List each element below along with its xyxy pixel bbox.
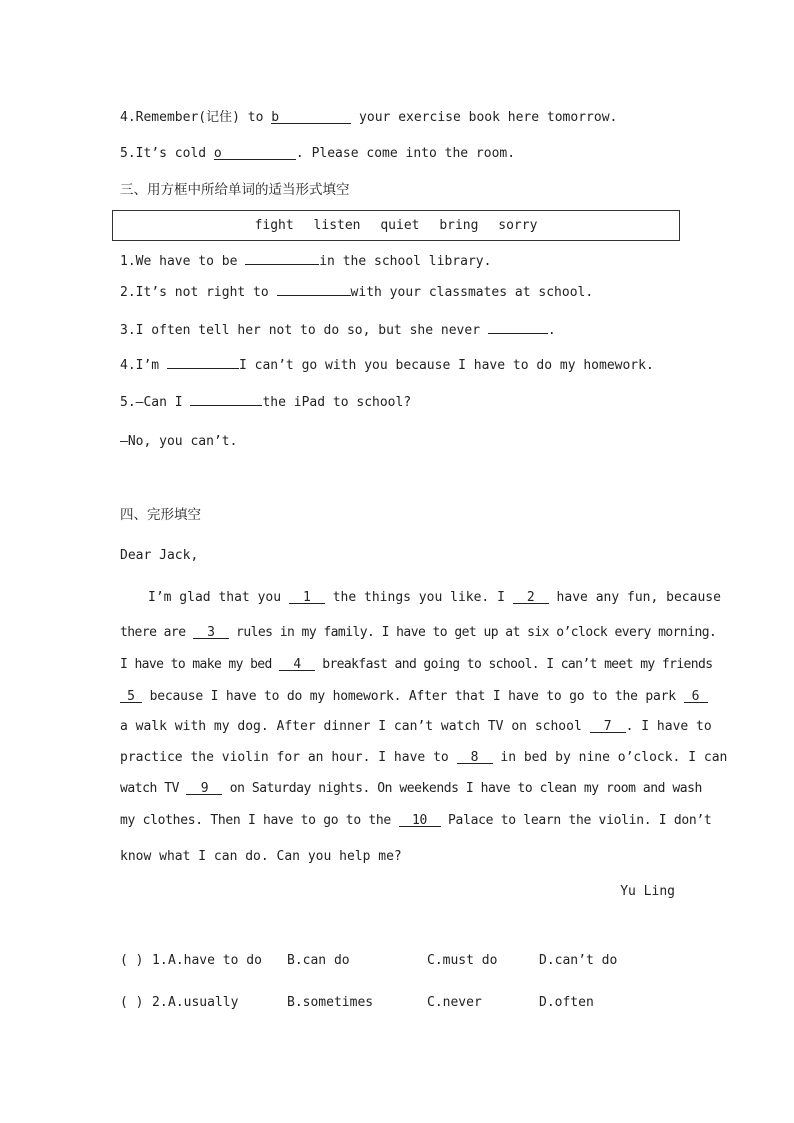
cloze-blank-1[interactable] [289, 589, 325, 604]
letter-line-5 [120, 718, 712, 736]
blank-number: 10 [411, 813, 428, 828]
answer-blank[interactable] [488, 319, 548, 334]
question-text: 4.I’m [120, 358, 167, 373]
option-c[interactable]: C.must do [427, 953, 498, 968]
question-text: your exercise book here tomorrow. [351, 110, 618, 125]
question-text: 3.I often tell her not to do so, but she never [120, 323, 488, 338]
letter-text: I have to make my bed [120, 657, 279, 672]
option-a[interactable]: A.have to do [168, 953, 262, 968]
option-d[interactable]: D.often [539, 995, 594, 1010]
cloze-blank-9[interactable] [186, 780, 222, 795]
question-text: 5.—Can I [120, 395, 191, 410]
question-text: the iPad to school? [262, 395, 412, 410]
section-3-title: 三、用方框中所给单词的适当形式填空 [120, 182, 350, 198]
option-d[interactable]: D.can’t do [539, 953, 618, 968]
answer-blank[interactable] [190, 391, 262, 406]
blank-hint-letter: o [213, 146, 222, 161]
word-bring: bring [439, 218, 479, 233]
blank-number: 7 [603, 719, 612, 734]
answer-paren[interactable]: ( ) [120, 995, 144, 1010]
letter-text: because I have to do my homework. After that I have to go to the park [142, 689, 684, 704]
letter-text: there are [120, 625, 193, 640]
letter-line-1 [120, 589, 721, 607]
answer-paren[interactable]: ( ) [120, 953, 144, 968]
blank-number: 4 [293, 657, 301, 672]
blank-number: 1 [302, 590, 311, 605]
blank-number: 9 [200, 781, 209, 796]
answer-blank[interactable] [167, 354, 239, 369]
cloze-blank-7[interactable] [590, 718, 626, 733]
word-fight: fight [254, 218, 294, 233]
letter-text: Palace to learn the violin. I don’t [440, 813, 712, 828]
letter-text: practice the violin for an hour. I have to [120, 750, 457, 765]
letter-signature: Yu Ling [620, 884, 675, 899]
letter-text: a walk with my dog. After dinner I can’t watch TV on school [120, 719, 590, 734]
blank-number: 3 [207, 625, 215, 640]
question-s2-4 [120, 109, 617, 127]
cloze-blank-2[interactable] [513, 589, 549, 604]
choice-number: 2. [152, 995, 168, 1010]
letter-line-2 [120, 624, 717, 642]
answer-blank[interactable] [277, 281, 351, 296]
option-a[interactable]: A.usually [168, 995, 239, 1010]
letter-text: breakfast and going to school. I can’t meet my friends [315, 657, 713, 672]
question-text: . [547, 323, 556, 338]
cloze-blank-6[interactable] [684, 688, 708, 703]
blank-number: 6 [691, 689, 700, 704]
question-text: in the school library. [319, 254, 492, 269]
letter-text: in bed by nine o’clock. I can [492, 750, 728, 765]
blank-hint-letter: b [271, 110, 280, 125]
question-text: . Please come into the room. [295, 146, 516, 161]
question-s3-1 [120, 250, 491, 271]
question-text: 4.Remember(记住) to [120, 110, 272, 125]
letter-text: . I have to [625, 719, 712, 734]
cloze-blank-5[interactable] [120, 688, 142, 703]
blank-number: 2 [526, 590, 535, 605]
question-text: with your classmates at school. [350, 285, 594, 300]
letter-text: know what I can do. Can you help me? [120, 849, 402, 864]
letter-text: have any fun, because [548, 590, 721, 605]
question-text: 1.We have to be [120, 254, 246, 269]
letter-greeting: Dear Jack, [120, 548, 199, 563]
letter-text: I’m glad that you [148, 590, 289, 605]
question-s3-2 [120, 281, 593, 302]
letter-text: rules in my family. I have to get up at six o’clock every morning. [228, 625, 717, 640]
word-box [112, 210, 680, 241]
letter-line-9 [120, 848, 676, 866]
cloze-blank-8[interactable] [457, 749, 493, 764]
question-s3-3 [120, 319, 556, 340]
letter-line-4 [120, 688, 700, 706]
question-s3-5 [120, 391, 411, 412]
word-quiet: quiet [380, 218, 420, 233]
question-text: 5.It’s cold [120, 146, 214, 161]
option-c[interactable]: C.never [427, 995, 482, 1010]
question-s2-5 [120, 145, 515, 163]
blank-number: 8 [470, 750, 479, 765]
question-text: 2.It’s not right to [120, 285, 277, 300]
blank-number: 5 [127, 689, 135, 704]
letter-text: the things you like. I [324, 590, 513, 605]
letter-line-6 [120, 749, 728, 767]
option-b[interactable]: B.can do [287, 953, 350, 968]
letter-text: watch TV [120, 781, 187, 796]
letter-text: on Saturday nights. On weekends I have to clean my room and wash [222, 781, 702, 796]
letter-line-3 [120, 656, 713, 674]
section-4-title: 四、完形填空 [120, 507, 201, 523]
question-s3-5-reply: —No, you can’t. [120, 434, 238, 449]
letter-line-8 [120, 812, 712, 830]
answer-blank[interactable] [245, 250, 319, 265]
cloze-blank-10[interactable] [399, 812, 441, 827]
letter-line-7 [120, 780, 702, 798]
choice-number: 1. [152, 953, 168, 968]
letter-text: my clothes. Then I have to go to the [120, 813, 399, 828]
question-text: I can’t go with you because I have to do my homework. [238, 358, 654, 373]
word-sorry: sorry [498, 218, 538, 233]
cloze-blank-4[interactable] [279, 656, 315, 671]
cloze-blank-3[interactable] [193, 624, 229, 639]
option-b[interactable]: B.sometimes [287, 995, 374, 1010]
answer-blank[interactable] [214, 145, 296, 160]
word-listen: listen [313, 218, 361, 233]
answer-blank[interactable] [271, 109, 351, 124]
question-s3-4 [120, 354, 654, 375]
